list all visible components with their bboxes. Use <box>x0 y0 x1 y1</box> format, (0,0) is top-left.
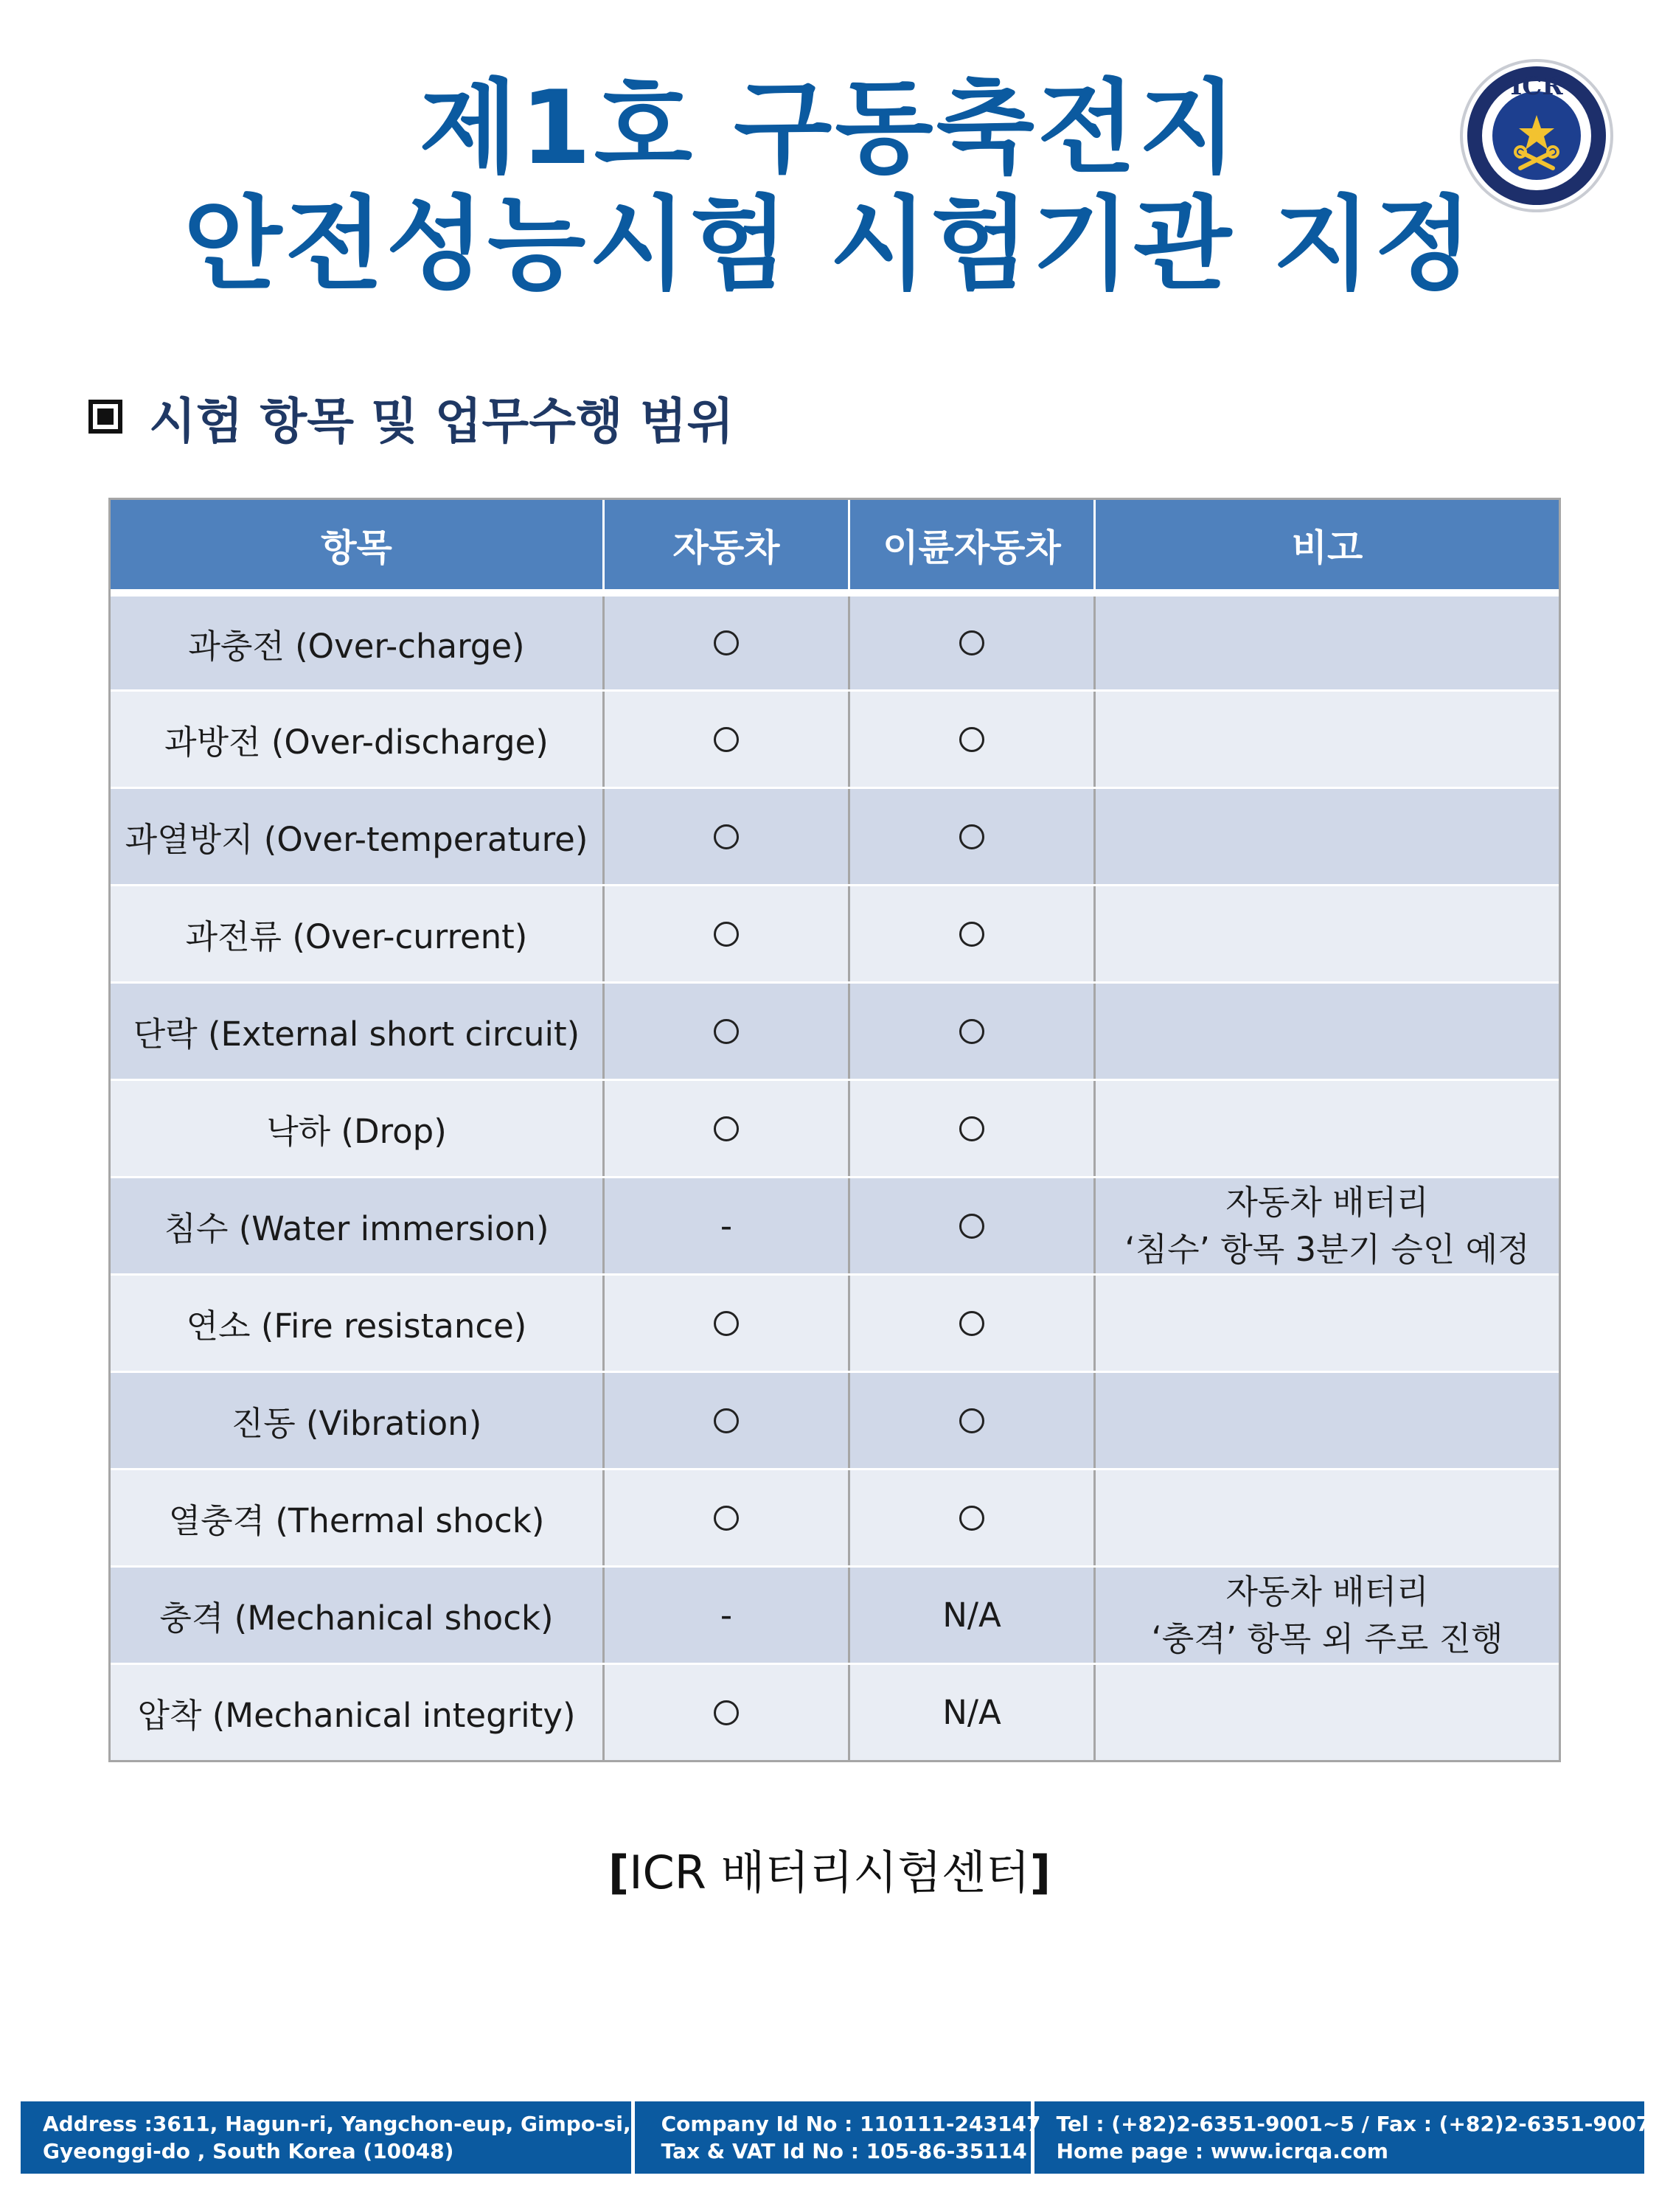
footer-contact <box>1034 2101 1651 2174</box>
item-cell: 열충격 (Thermal shock) <box>111 1470 605 1565</box>
circle-mark-icon <box>714 1019 739 1044</box>
circle-mark-icon <box>714 1408 739 1433</box>
item-cell: 과전류 (Over-current) <box>111 886 605 981</box>
remark-cell <box>1096 1665 1559 1760</box>
status-text: - <box>720 1206 733 1245</box>
circle-mark-icon <box>959 630 984 655</box>
car-cell <box>605 597 850 689</box>
item-cell: 진동 (Vibration) <box>111 1373 605 1468</box>
circle-mark-icon <box>959 1214 984 1239</box>
table-body <box>111 589 1559 1760</box>
footer-address <box>21 2101 635 2174</box>
motorcycle-cell <box>850 1081 1096 1176</box>
remark-cell <box>1096 984 1559 1079</box>
item-cell: 충격 (Mechanical shock) <box>111 1568 605 1663</box>
item-cell: 과방전 (Over-discharge) <box>111 692 605 787</box>
car-cell <box>605 1276 850 1371</box>
header-remark: 비고 <box>1291 526 1363 569</box>
footer-company <box>635 2101 1041 2174</box>
table-header-row <box>111 500 1559 589</box>
motorcycle-cell <box>850 1665 1096 1760</box>
car-cell <box>605 692 850 787</box>
item-cell: 과열방지 (Over-temperature) <box>111 789 605 884</box>
circle-mark-icon <box>959 1311 984 1336</box>
car-cell <box>605 1665 850 1760</box>
table-row <box>111 981 1559 1079</box>
company-id: Company Id No : 110111-243147 <box>661 2112 1041 2136</box>
car-cell <box>605 1178 850 1273</box>
remark-line-1: 자동차 배터리 <box>1225 1571 1429 1611</box>
circle-mark-icon <box>714 1116 739 1141</box>
test-items-table <box>108 498 1561 1762</box>
table-row <box>111 1079 1559 1176</box>
section-heading <box>88 383 734 450</box>
table-row <box>111 884 1559 981</box>
table-row <box>111 589 1559 689</box>
circle-mark-icon <box>959 1116 984 1141</box>
remark-cell <box>1096 692 1559 787</box>
circle-mark-icon <box>714 630 739 655</box>
circle-mark-icon <box>959 1019 984 1044</box>
remark-text <box>1151 1568 1503 1663</box>
item-cell: 연소 (Fire resistance) <box>111 1276 605 1371</box>
item-cell: 압착 (Mechanical integrity) <box>111 1665 605 1760</box>
address-line-1: Address :3611, Hagun-ri, Yangchon-eup, Gimpo-si, <box>43 2112 631 2136</box>
table-row <box>111 1565 1559 1663</box>
car-cell <box>605 1373 850 1468</box>
motorcycle-cell <box>850 1276 1096 1371</box>
remark-cell <box>1096 1178 1559 1273</box>
motorcycle-cell <box>850 1373 1096 1468</box>
car-cell <box>605 1081 850 1176</box>
footer-bar <box>21 2101 1651 2174</box>
circle-mark-icon <box>714 1700 739 1725</box>
car-cell <box>605 984 850 1079</box>
circle-mark-icon <box>959 922 984 947</box>
motorcycle-cell <box>850 789 1096 884</box>
remark-cell <box>1096 1568 1559 1663</box>
table-row <box>111 1176 1559 1273</box>
address-line-2: Gyeonggi-do , South Korea (10048) <box>43 2139 454 2163</box>
status-text: N/A <box>942 1693 1001 1732</box>
circle-mark-icon <box>714 1506 739 1531</box>
motorcycle-cell <box>850 1470 1096 1565</box>
header-car: 자동차 <box>605 500 850 589</box>
status-text: - <box>720 1596 733 1635</box>
motorcycle-cell <box>850 1568 1096 1663</box>
remark-cell <box>1096 1470 1559 1565</box>
item-cell: 낙하 (Drop) <box>111 1081 605 1176</box>
table-row <box>111 1468 1559 1565</box>
car-cell <box>605 886 850 981</box>
remark-cell <box>1096 597 1559 689</box>
circle-mark-icon <box>714 824 739 849</box>
remark-line-1: 자동차 배터리 <box>1225 1182 1429 1222</box>
bracket-open: [ <box>608 1846 630 1899</box>
circle-mark-icon <box>959 824 984 849</box>
table-row <box>111 1371 1559 1468</box>
item-cell: 과충전 (Over-charge) <box>111 597 605 689</box>
page-title <box>0 70 1659 303</box>
car-cell <box>605 1568 850 1663</box>
motorcycle-cell <box>850 984 1096 1079</box>
circle-mark-icon <box>959 727 984 752</box>
car-cell <box>605 1470 850 1565</box>
item-cell: 단락 (External short circuit) <box>111 984 605 1079</box>
remark-cell <box>1096 1373 1559 1468</box>
logo-text: ICR <box>1510 72 1563 101</box>
car-cell <box>605 789 850 884</box>
table-row <box>111 1273 1559 1371</box>
remark-text <box>1124 1179 1529 1273</box>
header-item: 항목 <box>111 500 605 589</box>
title-line-1: 제1호 구동축전지 <box>419 69 1240 187</box>
status-text: N/A <box>942 1596 1001 1635</box>
motorcycle-cell <box>850 886 1096 981</box>
header-motorcycle: 이륜자동차 <box>850 500 1096 589</box>
table-row <box>111 1663 1559 1760</box>
remark-cell <box>1096 1276 1559 1371</box>
circle-mark-icon <box>714 922 739 947</box>
table-row <box>111 787 1559 884</box>
title-line-2: 안전성능시험 시험기관 지정 <box>184 185 1475 304</box>
circle-mark-icon <box>959 1408 984 1433</box>
remark-cell <box>1096 1081 1559 1176</box>
square-bullet-icon <box>88 400 122 434</box>
remark-line-2: ‘충격’ 항목 외 주로 진행 <box>1151 1618 1503 1658</box>
circle-mark-icon <box>714 1311 739 1336</box>
bracket-close: ] <box>1029 1846 1051 1899</box>
motorcycle-cell <box>850 692 1096 787</box>
center-label <box>0 1836 1659 1902</box>
remark-cell <box>1096 789 1559 884</box>
icr-logo <box>1458 58 1615 214</box>
motorcycle-cell <box>850 1178 1096 1273</box>
section-heading-text: 시험 항목 및 업무수행 범위 <box>149 392 734 450</box>
table-row <box>111 689 1559 787</box>
item-cell: 침수 (Water immersion) <box>111 1178 605 1273</box>
tel-fax: Tel : (+82)2-6351-9001~5 / Fax : (+82)2-6351-9007 <box>1056 2112 1651 2136</box>
circle-mark-icon <box>959 1506 984 1531</box>
motorcycle-cell <box>850 597 1096 689</box>
tax-id: Tax & VAT Id No : 105-86-35114 <box>661 2139 1027 2163</box>
center-label-text: ICR 배터리시험센터 <box>629 1846 1030 1899</box>
circle-mark-icon <box>714 727 739 752</box>
remark-line-2: ‘침수’ 항목 3분기 승인 예정 <box>1124 1229 1530 1269</box>
remark-cell <box>1096 886 1559 981</box>
homepage: Home page : www.icrqa.com <box>1056 2139 1388 2163</box>
